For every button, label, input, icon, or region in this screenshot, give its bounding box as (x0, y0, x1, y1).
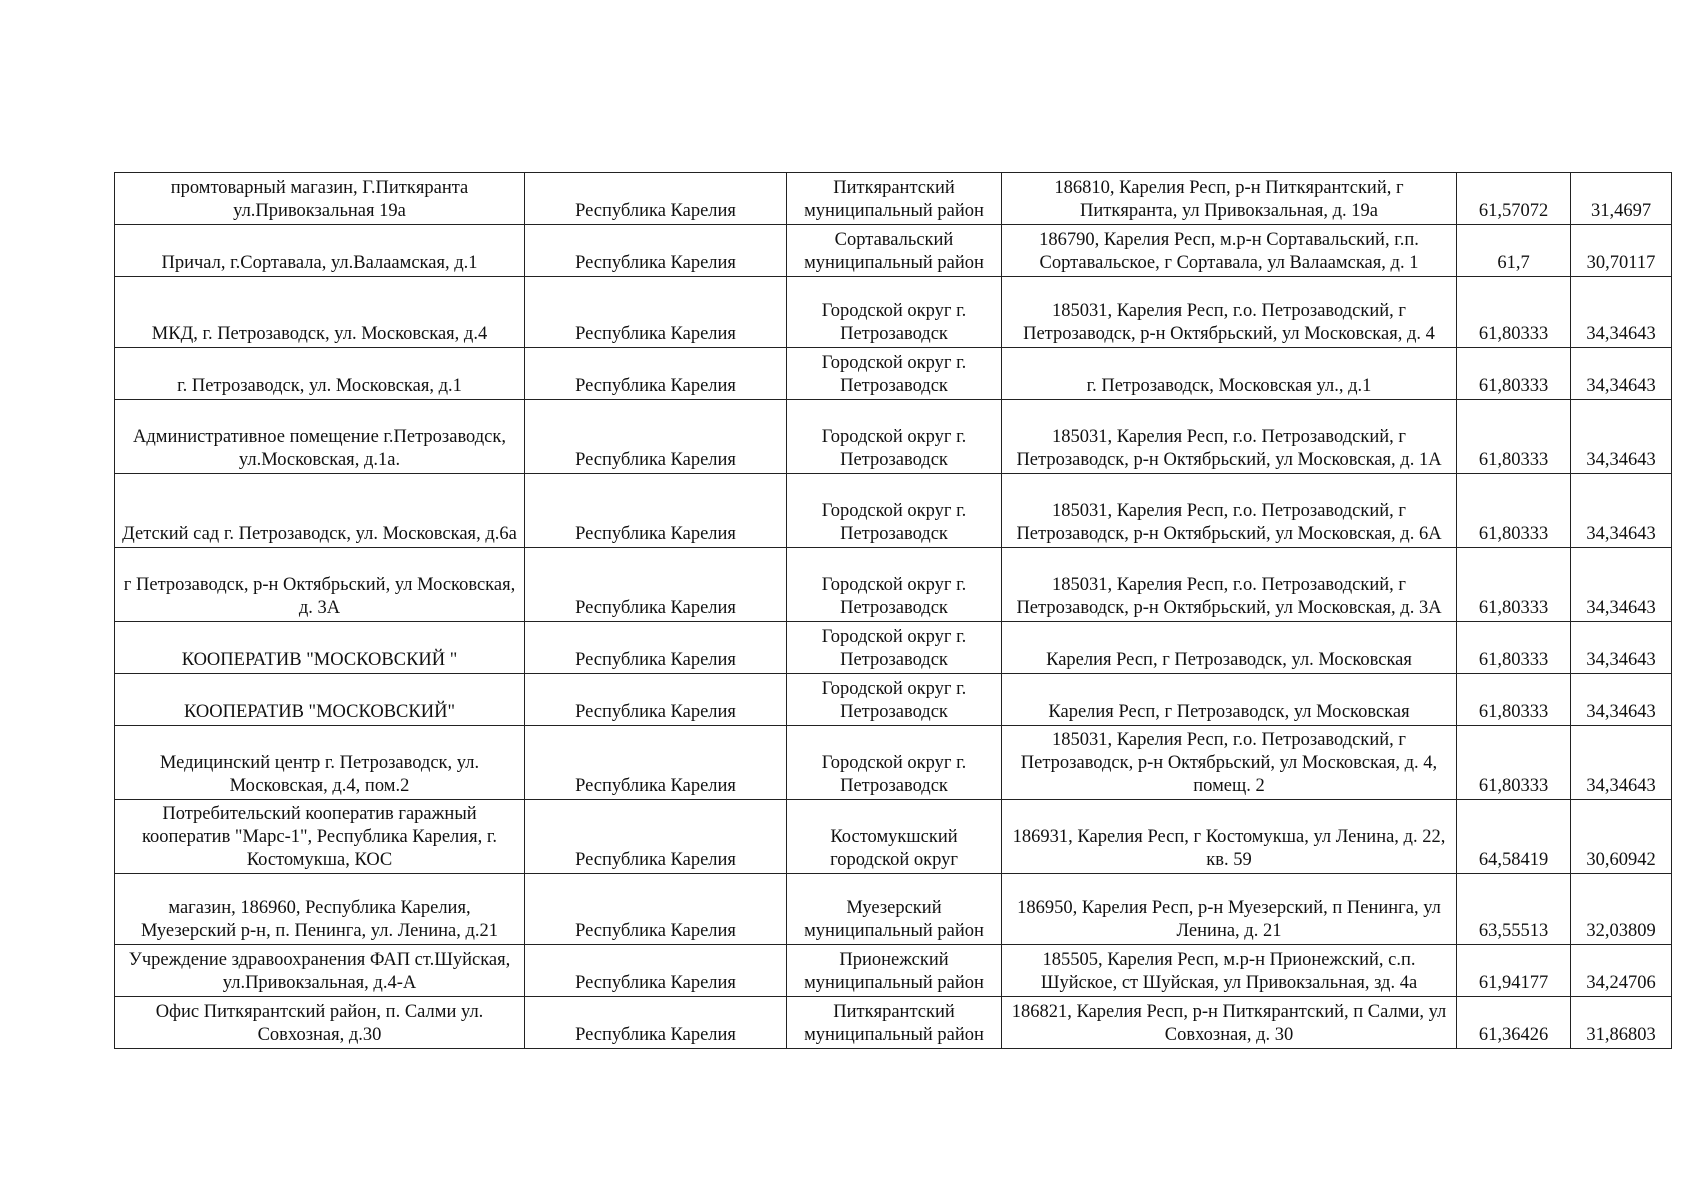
table-row (115, 622, 1672, 674)
municipality-cell: Сортавальский муниципальный район (787, 225, 1002, 277)
latitude-cell: 61,80333 (1457, 548, 1571, 622)
address-cell: 185031, Карелия Респ, г.о. Петрозаводский, г Петрозаводск, р-н Октябрьский, ул Московская, д. 4 (1002, 277, 1457, 348)
longitude-cell: 34,24706 (1571, 945, 1672, 997)
municipality-cell: Городской округ г. Петрозаводск (787, 622, 1002, 674)
municipality-cell: Городской округ г. Петрозаводск (787, 277, 1002, 348)
table-row (115, 945, 1672, 997)
longitude-cell: 34,34643 (1571, 622, 1672, 674)
latitude-cell: 61,80333 (1457, 400, 1571, 474)
latitude-cell: 61,80333 (1457, 726, 1571, 800)
region-cell: Республика Карелия (525, 997, 787, 1049)
address-cell: 186790, Карелия Респ, м.р-н Сортавальский, г.п. Сортавальское, г Сортавала, ул Валаамская, д. 1 (1002, 225, 1457, 277)
region-cell: Республика Карелия (525, 800, 787, 874)
address-cell: г. Петрозаводск, Московская ул., д.1 (1002, 348, 1457, 400)
latitude-cell: 61,80333 (1457, 674, 1571, 726)
address-cell: Карелия Респ, г Петрозаводск, ул Московская (1002, 674, 1457, 726)
region-cell: Республика Карелия (525, 348, 787, 400)
municipality-cell: Городской округ г. Петрозаводск (787, 400, 1002, 474)
table-row (115, 997, 1672, 1049)
region-cell: Республика Карелия (525, 726, 787, 800)
municipality-cell: Городской округ г. Петрозаводск (787, 348, 1002, 400)
latitude-cell: 61,7 (1457, 225, 1571, 277)
objects-table (114, 172, 1672, 1049)
object-name-cell: промтоварный магазин, Г.Питкяранта ул.Привокзальная 19а (115, 173, 525, 225)
latitude-cell: 61,94177 (1457, 945, 1571, 997)
longitude-cell: 34,34643 (1571, 348, 1672, 400)
address-cell: Карелия Респ, г Петрозаводск, ул. Московская (1002, 622, 1457, 674)
address-cell: 185031, Карелия Респ, г.о. Петрозаводский, г Петрозаводск, р-н Октябрьский, ул Московская, д. 6А (1002, 474, 1457, 548)
table-row (115, 674, 1672, 726)
longitude-cell: 32,03809 (1571, 874, 1672, 945)
municipality-cell: Питкярантский муниципальный район (787, 997, 1002, 1049)
address-cell: 186810, Карелия Респ, р-н Питкярантский, г Питкяранта, ул Привокзальная, д. 19а (1002, 173, 1457, 225)
region-cell: Республика Карелия (525, 945, 787, 997)
object-name-cell: Медицинский центр г. Петрозаводск, ул. Московская, д.4, пом.2 (115, 726, 525, 800)
table-row (115, 874, 1672, 945)
table-row (115, 173, 1672, 225)
object-name-cell: Учреждение здравоохранения ФАП ст.Шуйская, ул.Привокзальная, д.4-А (115, 945, 525, 997)
table-row (115, 400, 1672, 474)
longitude-cell: 34,34643 (1571, 277, 1672, 348)
region-cell: Республика Карелия (525, 674, 787, 726)
latitude-cell: 61,36426 (1457, 997, 1571, 1049)
longitude-cell: 31,86803 (1571, 997, 1672, 1049)
latitude-cell: 61,80333 (1457, 348, 1571, 400)
region-cell: Республика Карелия (525, 548, 787, 622)
region-cell: Республика Карелия (525, 474, 787, 548)
latitude-cell: 61,80333 (1457, 474, 1571, 548)
object-name-cell: г. Петрозаводск, ул. Московская, д.1 (115, 348, 525, 400)
table-row (115, 800, 1672, 874)
object-name-cell: КООПЕРАТИВ "МОСКОВСКИЙ" (115, 674, 525, 726)
longitude-cell: 31,4697 (1571, 173, 1672, 225)
object-name-cell: Офис Питкярантский район, п. Салми ул. Совхозная, д.30 (115, 997, 525, 1049)
address-cell: 186821, Карелия Респ, р-н Питкярантский, п Салми, ул Совхозная, д. 30 (1002, 997, 1457, 1049)
longitude-cell: 34,34643 (1571, 726, 1672, 800)
latitude-cell: 61,80333 (1457, 277, 1571, 348)
table-row (115, 348, 1672, 400)
object-name-cell: г Петрозаводск, р-н Октябрьский, ул Московская, д. 3А (115, 548, 525, 622)
municipality-cell: Костомукшский городской округ (787, 800, 1002, 874)
region-cell: Республика Карелия (525, 277, 787, 348)
region-cell: Республика Карелия (525, 400, 787, 474)
region-cell: Республика Карелия (525, 874, 787, 945)
object-name-cell: магазин, 186960, Республика Карелия, Муезерский р-н, п. Пенинга, ул. Ленина, д.21 (115, 874, 525, 945)
region-cell: Республика Карелия (525, 622, 787, 674)
municipality-cell: Городской округ г. Петрозаводск (787, 548, 1002, 622)
object-name-cell: Детский сад г. Петрозаводск, ул. Московская, д.6а (115, 474, 525, 548)
region-cell: Республика Карелия (525, 225, 787, 277)
longitude-cell: 30,60942 (1571, 800, 1672, 874)
region-cell: Республика Карелия (525, 173, 787, 225)
address-cell: 186931, Карелия Респ, г Костомукша, ул Ленина, д. 22, кв. 59 (1002, 800, 1457, 874)
object-name-cell: Причал, г.Сортавала, ул.Валаамская, д.1 (115, 225, 525, 277)
table-row (115, 277, 1672, 348)
object-name-cell: МКД, г. Петрозаводск, ул. Московская, д.4 (115, 277, 525, 348)
municipality-cell: Муезерский муниципальный район (787, 874, 1002, 945)
table-row (115, 474, 1672, 548)
address-cell: 185031, Карелия Респ, г.о. Петрозаводский, г Петрозаводск, р-н Октябрьский, ул Московская, д. 3А (1002, 548, 1457, 622)
municipality-cell: Городской округ г. Петрозаводск (787, 474, 1002, 548)
longitude-cell: 34,34643 (1571, 548, 1672, 622)
address-cell: 185031, Карелия Респ, г.о. Петрозаводский, г Петрозаводск, р-н Октябрьский, ул Московская, д. 4, помещ. 2 (1002, 726, 1457, 800)
municipality-cell: Городской округ г. Петрозаводск (787, 726, 1002, 800)
table-row (115, 726, 1672, 800)
address-cell: 185505, Карелия Респ, м.р-н Прионежский, с.п. Шуйское, ст Шуйская, ул Привокзальная, зд. 4а (1002, 945, 1457, 997)
address-cell: 185031, Карелия Респ, г.о. Петрозаводский, г Петрозаводск, р-н Октябрьский, ул Московская, д. 1А (1002, 400, 1457, 474)
longitude-cell: 34,34643 (1571, 400, 1672, 474)
table-row (115, 225, 1672, 277)
latitude-cell: 63,55513 (1457, 874, 1571, 945)
table-row (115, 548, 1672, 622)
municipality-cell: Городской округ г. Петрозаводск (787, 674, 1002, 726)
latitude-cell: 64,58419 (1457, 800, 1571, 874)
municipality-cell: Прионежский муниципальный район (787, 945, 1002, 997)
municipality-cell: Питкярантский муниципальный район (787, 173, 1002, 225)
latitude-cell: 61,57072 (1457, 173, 1571, 225)
latitude-cell: 61,80333 (1457, 622, 1571, 674)
address-cell: 186950, Карелия Респ, р-н Муезерский, п Пенинга, ул Ленина, д. 21 (1002, 874, 1457, 945)
object-name-cell: Потребительский кооператив гаражный кооператив "Марс-1", Республика Карелия, г. Костомукша, КОС (115, 800, 525, 874)
object-name-cell: Административное помещение г.Петрозаводск, ул.Московская, д.1а. (115, 400, 525, 474)
longitude-cell: 30,70117 (1571, 225, 1672, 277)
longitude-cell: 34,34643 (1571, 674, 1672, 726)
longitude-cell: 34,34643 (1571, 474, 1672, 548)
object-name-cell: КООПЕРАТИВ "МОСКОВСКИЙ " (115, 622, 525, 674)
